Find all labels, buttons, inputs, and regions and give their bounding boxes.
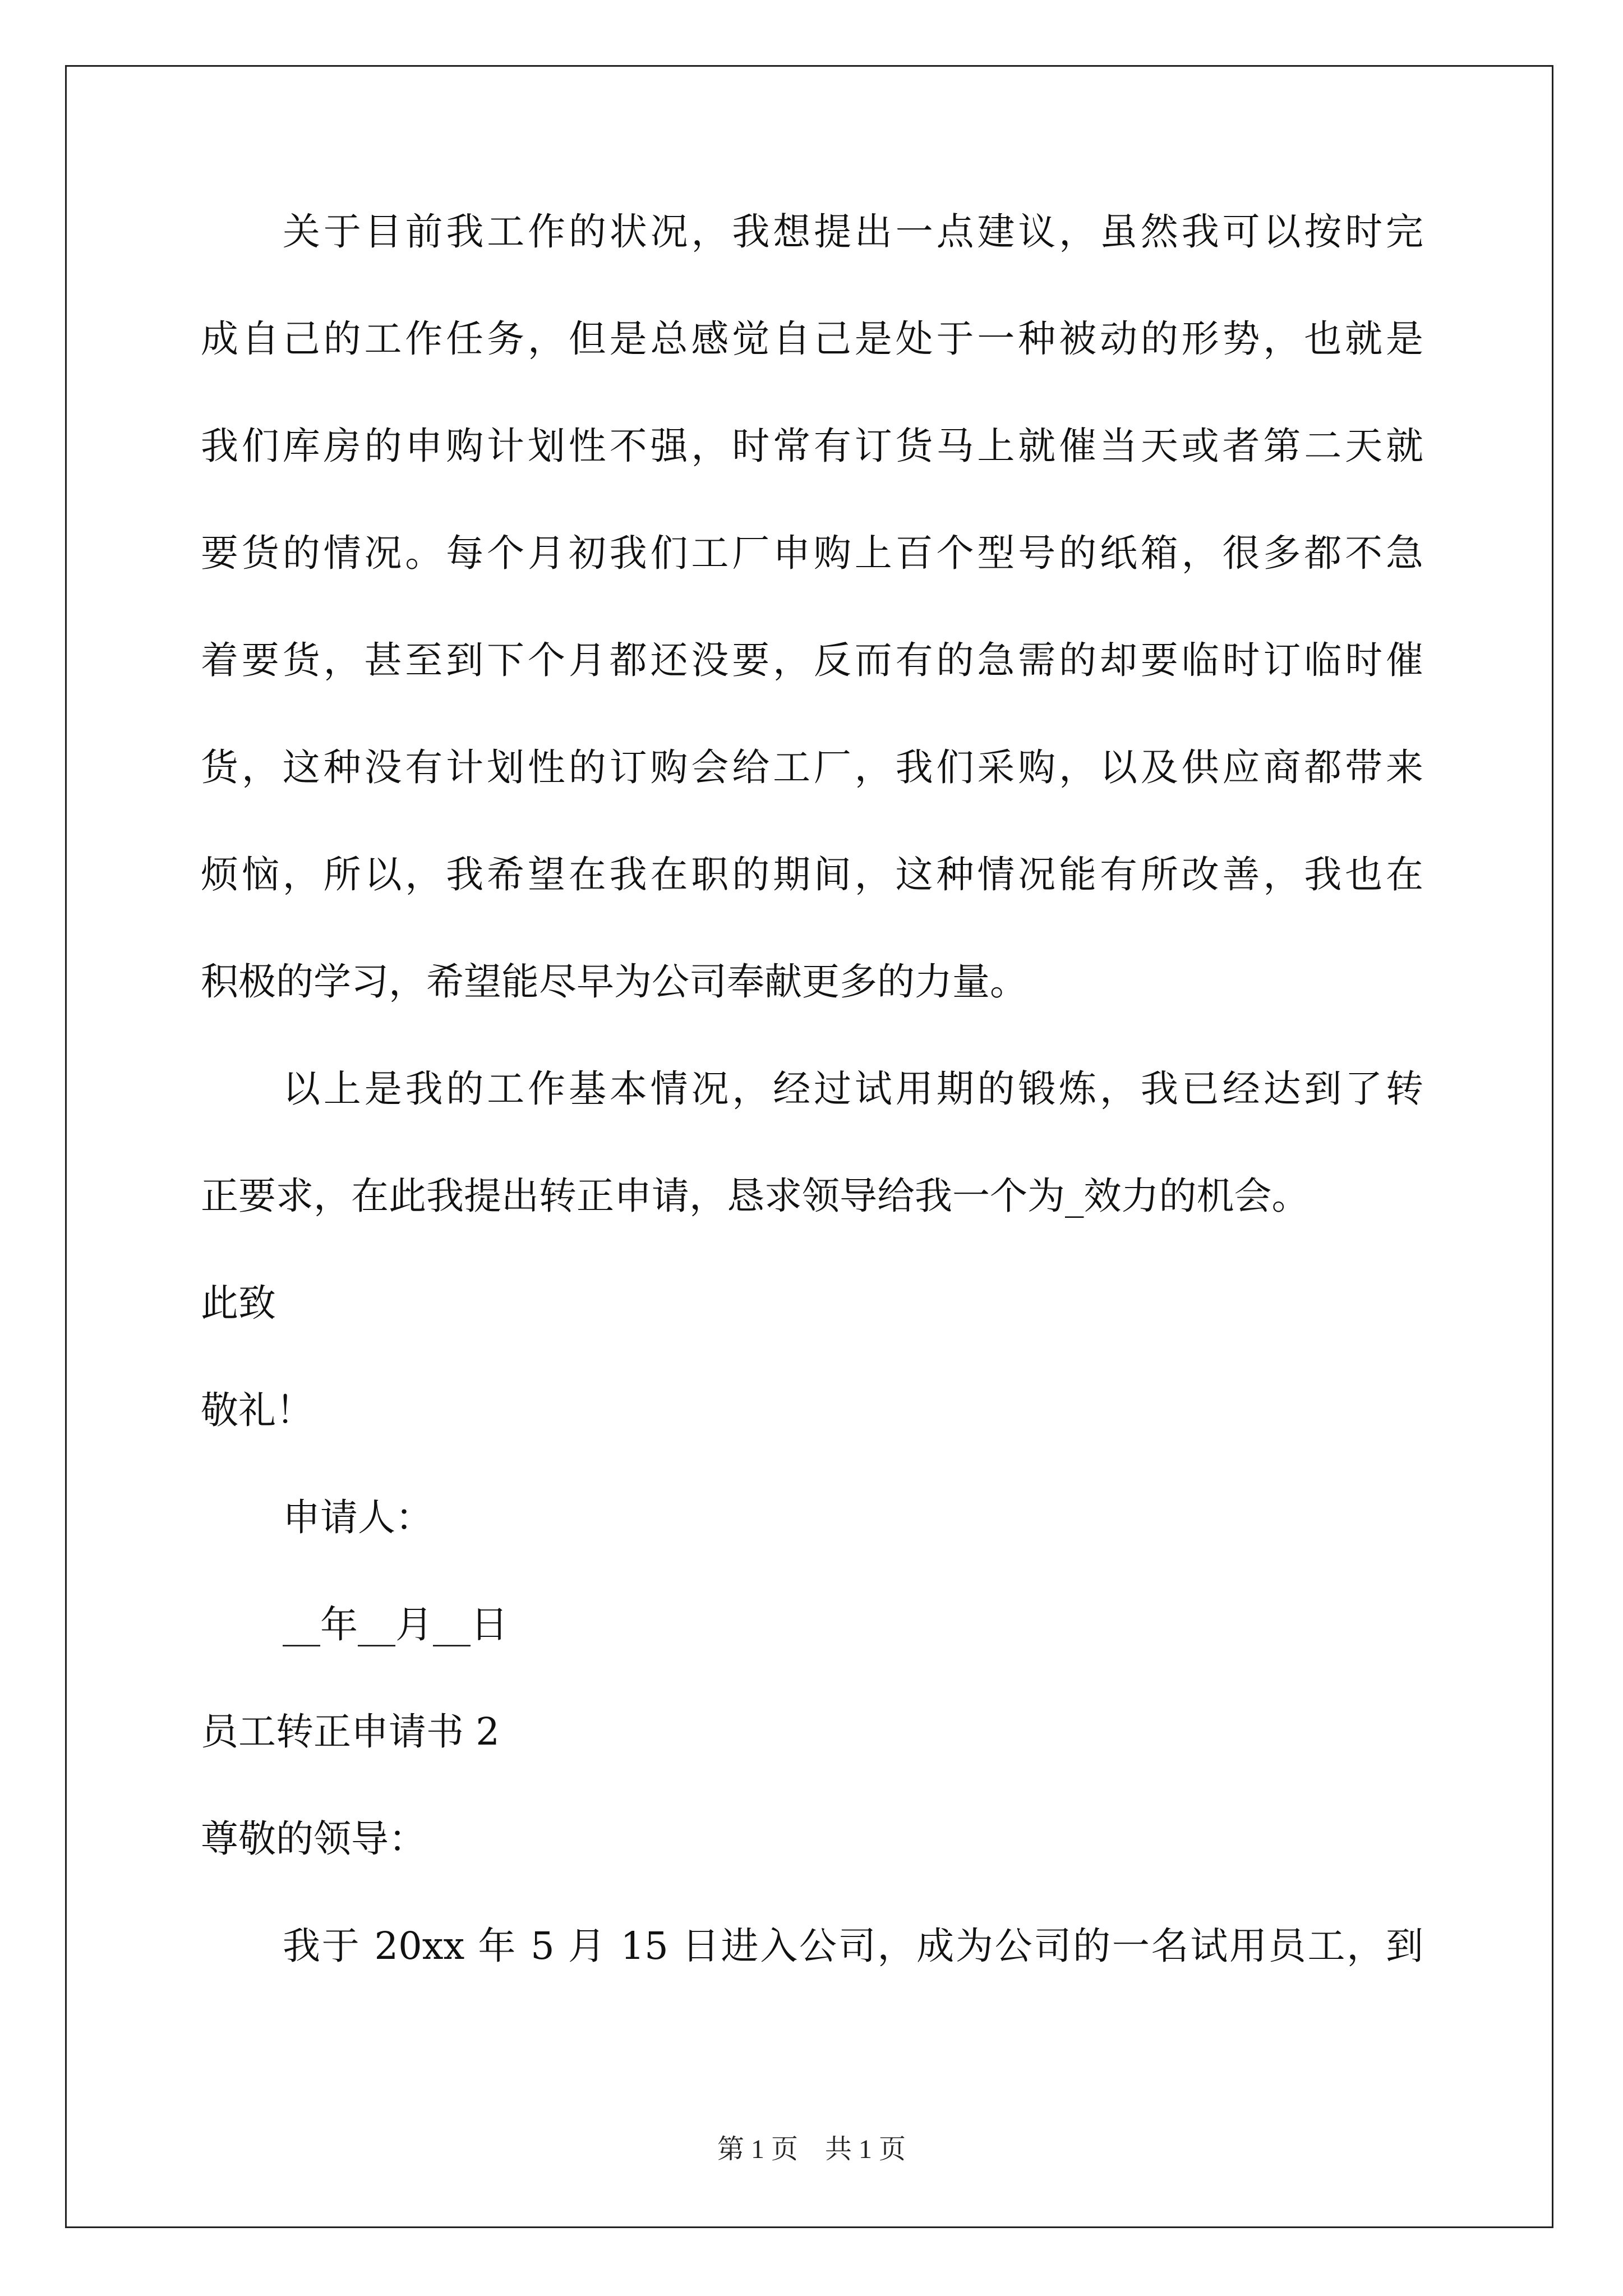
closing-line: 此致 xyxy=(201,1281,276,1325)
body-line: 要货的情况。每个月初我们工厂申购上百个型号的纸箱，很多都不急 xyxy=(201,531,1423,575)
closing-salute: 敬礼！ xyxy=(201,1388,313,1432)
body-line: 成自己的工作任务，但是总感觉自己是处于一种被动的形势，也就是 xyxy=(201,317,1423,361)
body-line: 烦恼，所以，我希望在我在职的期间，这种情况能有所改善，我也在 xyxy=(201,853,1423,896)
body-line: 我们库房的申购计划性不强，时常有订货马上就催当天或者第二天就 xyxy=(201,424,1423,468)
salutation: 尊敬的领导： xyxy=(201,1817,426,1861)
body-line: 正要求，在此我提出转正申请，恳求领导给我一个为_效力的机会。 xyxy=(201,1174,1310,1218)
applicant-label: 申请人： xyxy=(283,1496,433,1539)
document-body xyxy=(201,210,1423,2035)
body-line: 货，这种没有计划性的订购会给工厂，我们采购，以及供应商都带来 xyxy=(201,746,1423,789)
page-number: 第 1 页 共 1 页 xyxy=(717,2134,906,2164)
body-line: 关于目前我工作的状况，我想提出一点建议，虽然我可以按时完 xyxy=(283,210,1423,254)
body-line: 着要货，甚至到下个月都还没要，反而有的急需的却要临时订临时催 xyxy=(201,638,1423,682)
date-line: __年__月__日 xyxy=(283,1603,508,1646)
body-line: 我于 20xx 年 5 月 15 日进入公司，成为公司的一名试用员工，到 xyxy=(283,1924,1423,1968)
body-line: 以上是我的工作基本情况，经过试用期的锻炼，我已经达到了转 xyxy=(283,1067,1423,1111)
body-line: 积极的学习，希望能尽早为公司奉献更多的力量。 xyxy=(201,960,1027,1004)
section-title: 员工转正申请书 2 xyxy=(201,1710,500,1754)
